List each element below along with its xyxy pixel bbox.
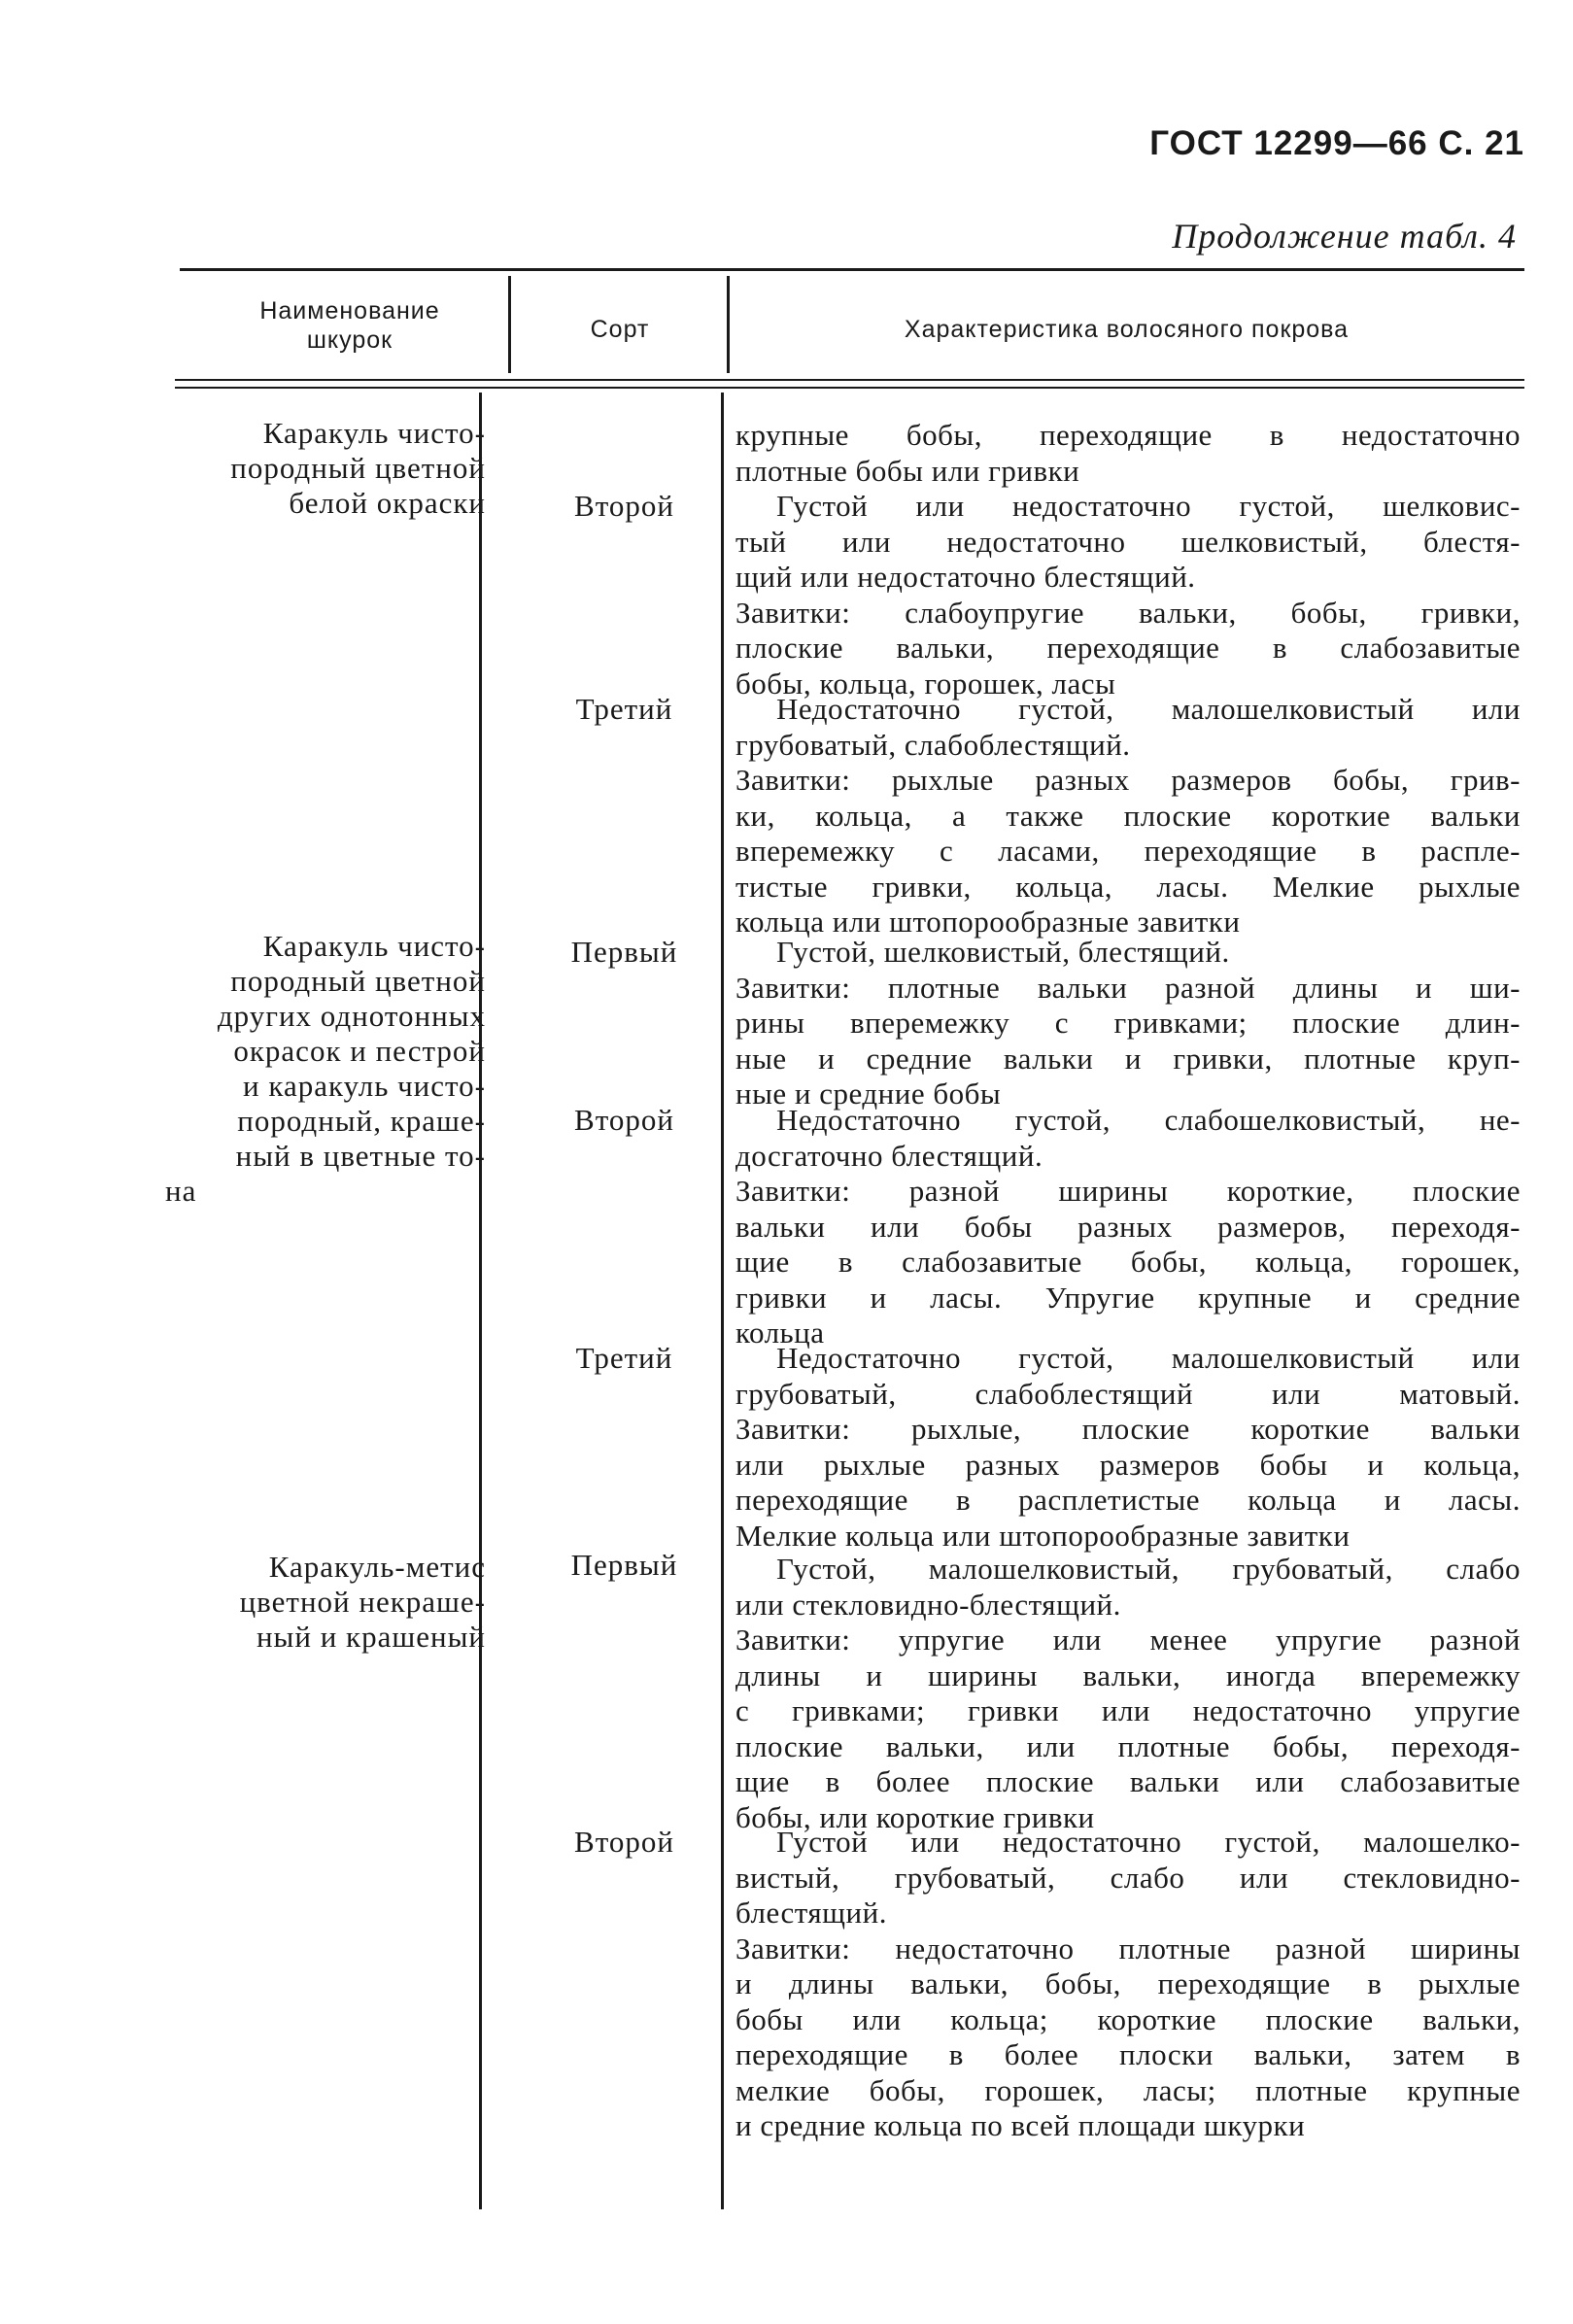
description-line: Недостаточно густой, малошелковистый или [776,1341,1521,1375]
description-line: рины вперемежку с гривками; плоские длин- [735,1006,1521,1040]
skin-name-1 [155,416,486,521]
description-line: Завитки: упругие или менее упругие разной [735,1623,1521,1657]
description-line: щие в слабозавитые бобы, кольца, горошек, [735,1245,1521,1279]
description-line: с гривками; гривки или недостаточно упругие [735,1693,1521,1727]
skin-name-line: Каракуль-метис [268,1550,486,1584]
description-line: Густой или недостаточно густой, малошелко- [776,1825,1521,1859]
description-line: Недостаточно густой, малошелковистый или [776,692,1521,726]
description-line: вперемежку с ласами, переходящие в распле- [735,834,1521,868]
sort-cell: Первый [570,1548,678,1582]
skin-name-line: белой окраски [289,486,486,520]
description-block-2 [735,489,1521,701]
description-line: Завитки: слабоупругие вальки, бобы, гривки, [735,595,1521,630]
description-line: щий или недостаточно блестящий. [735,560,1196,594]
description-line: или стекловидно-блестящий. [735,1587,1121,1622]
description-line: Недостаточно густой, слабошелковистый, не- [776,1103,1521,1137]
column-heading-name-line: шкурок [306,326,393,354]
description-line: Завитки: рыхлые разных размеров бобы, грив- [735,763,1521,797]
sort-cell: Второй [574,1825,674,1859]
description-line: или рыхлые разных размеров бобы и кольца, [735,1447,1521,1482]
skin-name-line: Каракуль чисто- [262,416,486,450]
description-line: кольца или штопорообразные завитки [735,905,1241,939]
skin-name-line: цветной некраше- [239,1585,486,1619]
description-line: блестящий. [735,1896,887,1930]
description-block-5 [735,1103,1521,1351]
description-line: и длины вальки, бобы, переходящие в рыхлые [735,1966,1521,2000]
description-line: бобы или кольца; короткие плоские вальки, [735,2001,1521,2036]
skin-name-line: и каракуль чисто- [243,1069,486,1103]
sort-cell: Второй [574,489,674,523]
table-continuation-label: Продолжение табл. 4 [1172,217,1517,256]
description-line: Завитки: недостаточно плотные разной ширины [735,1931,1521,1965]
skin-name-line: породный, краше- [237,1104,486,1138]
description-line: плоские вальки, или плотные бобы, переходя- [735,1728,1521,1763]
skin-name-line: на [165,1174,197,1208]
description-line: ки, кольца, а также плоские короткие вальки [735,798,1521,833]
description-line: щие в более плоские вальки или слабозавитые [735,1764,1521,1798]
column-heading-description: Характеристика волосяного покрова [904,316,1350,343]
description-line: Завитки: разной ширины короткие, плоские [735,1174,1521,1208]
description-line: вальки или бобы разных размеров, переходя- [735,1209,1521,1244]
description-line: тистые гривки, кольца, ласы. Мелкие рыхлые [735,869,1521,904]
description-line: Густой, шелковистый, блестящий. [776,935,1230,969]
sort-cell: Третий [575,1341,673,1375]
description-line: ные и средние вальки и гривки, плотные круп- [735,1041,1521,1076]
column-heading-name-line: Наименование [259,297,440,325]
skin-name-2 [155,929,486,1209]
description-block-7 [735,1552,1521,1835]
description-line: бобы, кольца, горошек, ласы [735,666,1116,701]
description-line: плоские вальки, переходящие в слабозавитые [735,631,1521,665]
sort-cell: Первый [570,935,678,969]
description-line: гривки и ласы. Упругие крупные и средние [735,1280,1521,1315]
sort-cell: Второй [574,1103,674,1137]
description-block-6 [735,1341,1521,1554]
description-line: грубоватый, слабоблестящий. [735,727,1131,762]
description-line: Мелкие кольца или штопорообразные завитки [735,1518,1351,1553]
description-block-4 [735,935,1521,1112]
sort-cell: Третий [575,692,673,726]
skin-name-line: других однотонных [217,999,486,1033]
description-line: переходящие в более плоски вальки, затем в [735,2037,1521,2071]
description-line: плотные бобы или гривки [735,453,1080,488]
column-heading-sort: Сорт [590,316,650,343]
description-line: бобы, или короткие гривки [735,1799,1095,1834]
description-line: досгаточно блестящий. [735,1138,1043,1173]
description-line: переходящие в расплетистые кольца и ласы. [735,1483,1521,1517]
skin-name-line: ный в цветные то- [235,1139,486,1173]
description-line: крупные бобы, переходящие в недостаточно [735,418,1521,452]
description-block-3 [735,692,1521,940]
description-block-8 [735,1825,1521,2144]
skin-name-3 [155,1550,486,1655]
description-line: Завитки: плотные вальки разной длины и ши- [735,970,1521,1005]
skin-name-line: породный цветной [230,964,486,998]
description-line: кольца [735,1316,825,1350]
description-line: Густой, малошелковистый, грубоватый, слабо [776,1552,1521,1586]
skin-name-line: Каракуль чисто- [262,929,486,963]
description-block-1 [735,418,1521,489]
description-line: ные и средние бобы [735,1077,1002,1111]
skin-name-line: окрасок и пестрой [233,1034,486,1068]
description-line: мелкие бобы, горошек, ласы; плотные крупные [735,2072,1521,2107]
description-line: грубоватый, слабоблестящий или матовый. [735,1376,1521,1411]
skin-name-line: породный цветной [230,451,486,485]
description-line: вистый, грубоватый, слабо или стекловидно- [735,1860,1521,1895]
description-line: Густой или недостаточно густой, шелковис- [776,489,1521,523]
description-line: и средние кольца по всей площади шкурки [735,2108,1306,2142]
document-header: ГОСТ 12299—66 С. 21 [1149,124,1524,162]
description-line: длины и ширины вальки, иногда вперемежку [735,1658,1521,1692]
description-line: тый или недостаточно шелковистый, блестя- [735,524,1521,559]
skin-name-line: ный и крашеный [256,1620,486,1654]
description-line: Завитки: рыхлые, плоские короткие вальки [735,1412,1521,1446]
